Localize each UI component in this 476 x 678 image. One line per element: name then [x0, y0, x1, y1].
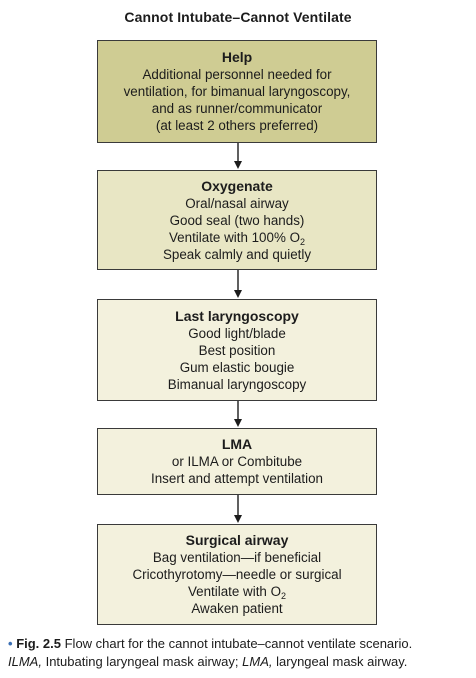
- flow-arrow-2: [231, 270, 245, 299]
- last-laryngoscopy-box: [97, 299, 377, 401]
- abbreviation-lma: LMA,: [242, 654, 273, 669]
- definition-lma: laryngeal mask airway.: [276, 654, 408, 669]
- last-laryngoscopy-line: Gum elastic bougie: [179, 359, 295, 375]
- help-line: ventilation, for bimanual laryngoscopy,: [123, 84, 351, 99]
- last-laryngoscopy-line: Bimanual laryngoscopy: [167, 376, 307, 392]
- help-box: [97, 40, 377, 143]
- help-line: (at least 2 others preferred): [155, 118, 319, 133]
- lma-line: Insert and attempt ventilation: [151, 471, 323, 486]
- lma-box: [97, 428, 377, 495]
- flow-arrow-3: [231, 401, 245, 428]
- lma-line: or ILMA or Combitube: [171, 454, 303, 469]
- abbreviation-ilma: ILMA,: [8, 654, 42, 669]
- flow-arrow-4: [231, 495, 245, 524]
- definition-ilma: Intubating laryngeal mask airway;: [45, 654, 239, 669]
- oxygenate-heading: Oxygenate: [201, 177, 273, 194]
- oxygenate-line: Speak calmly and quietly: [162, 246, 312, 262]
- lma-heading: LMA: [221, 436, 253, 452]
- caption-line-2: [8, 653, 474, 671]
- figure-caption: [8, 635, 474, 671]
- oxygenate-line: Oral/nasal airway: [185, 195, 289, 211]
- surgical-airway-line-text: Ventilate with O: [187, 584, 282, 599]
- help-line: and as runner/communicator: [151, 101, 323, 116]
- o2-subscript: 2: [281, 591, 287, 601]
- flow-arrow-1: [231, 143, 245, 170]
- caption-bullet: •: [8, 636, 13, 651]
- help-heading: Help: [221, 49, 253, 65]
- surgical-airway-line: Cricothyrotomy—needle or surgical: [132, 567, 342, 582]
- caption-line-1: [8, 635, 474, 653]
- o2-subscript: 2: [300, 236, 306, 247]
- flowchart-title: Cannot Intubate–Cannot Ventilate: [124, 9, 352, 25]
- surgical-airway-line: Bag ventilation—if beneficial: [152, 550, 322, 565]
- caption-text: Flow chart for the cannot intubate–cannot ventilate scenario.: [64, 636, 413, 651]
- oxygenate-line-text: Ventilate with 100% O: [168, 229, 300, 245]
- help-line: Additional personnel needed for: [142, 67, 332, 82]
- oxygenate-line: Good seal (two hands): [169, 212, 305, 228]
- last-laryngoscopy-heading: Last laryngoscopy: [175, 307, 299, 324]
- surgical-airway-heading: Surgical airway: [185, 532, 289, 548]
- surgical-airway-box: [97, 524, 377, 625]
- figure-label: Fig. 2.5: [16, 636, 61, 651]
- surgical-airway-line: Awaken patient: [191, 601, 283, 616]
- last-laryngoscopy-line: Best position: [198, 342, 276, 358]
- oxygenate-line: [169, 229, 305, 246]
- oxygenate-box: [97, 170, 377, 270]
- surgical-airway-line: [188, 583, 286, 600]
- last-laryngoscopy-line: Good light/blade: [188, 325, 286, 341]
